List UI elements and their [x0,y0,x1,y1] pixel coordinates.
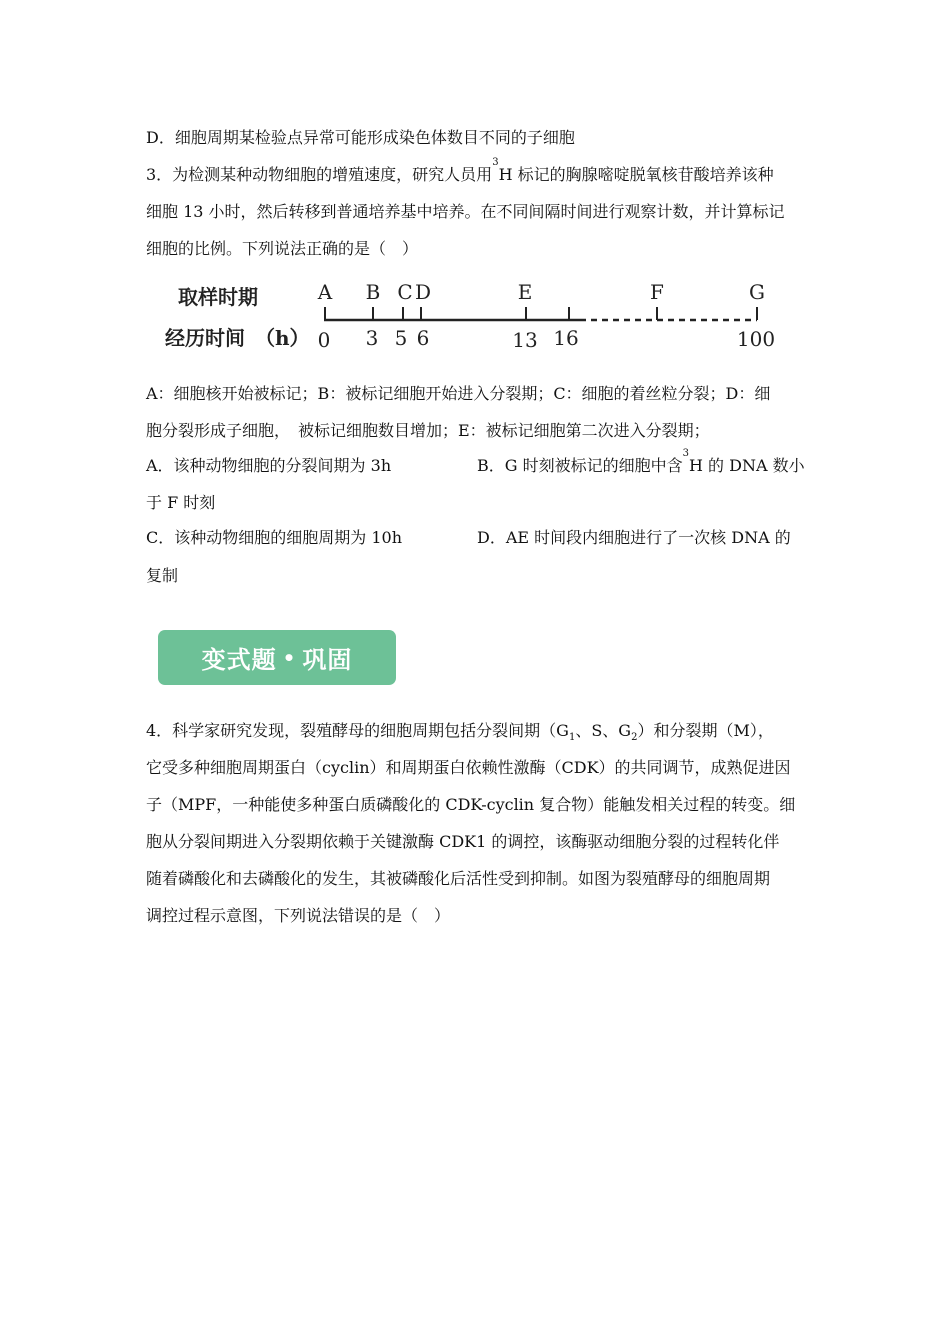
q4-stem-line1: 4．科学家研究发现，裂殖酵母的细胞周期包括分裂间期（$G_1$、S、$G_2$）和分裂期（M）， [146,721,774,744]
q3-legend-line2: 胞分裂形成子细胞， 被标记细胞数目增加；E：被标记细胞第二次进入分裂期； [146,421,710,440]
letter-D: D [414,280,432,304]
q4-stem-line4: 胞从分裂间期进入分裂期依赖于关键激酶 CDK1 的调控，该酶驱动细胞分裂的过程转化伴 [146,832,780,851]
q3-stem-line2: 细胞 13 小时，然后转移到普通培养基中培养。在不同间隔时间进行观察计数，并计算标记 [146,202,785,221]
q3-stem-line3: 细胞的比例。下列说法正确的是（ ） [146,239,419,258]
time-100: 100 [736,327,776,351]
q4-stem-line3: 子（MPF，一种能使多种蛋白质磷酸化的 CDK-cyclin 复合物）能触发相关过程的转变。细 [146,795,796,814]
letter-A: A [317,280,333,304]
q3-option-b-cont: 于 F 时刻 [146,493,216,512]
banner-left: 变式题 [201,645,277,674]
q2-option-d: D．细胞周期某检验点异常可能形成染色体数目不同的子细胞 [146,128,575,147]
banner-dot: • [282,645,297,670]
row1-label: 取样时期 [178,285,258,309]
time-13: 13 [512,328,538,352]
time-16: 16 [553,326,579,350]
q3-option-c: C．该种动物细胞的细胞周期为 10h [146,528,402,547]
letter-F: F [650,280,664,304]
letter-B: B [365,280,381,304]
letter-E: E [517,280,533,304]
banner-right: 巩固 [302,645,353,674]
q3-legend-line1: A：细胞核开始被标记；B：被标记细胞开始进入分裂期；C：细胞的着丝粒分裂；D：细 [146,384,771,403]
time-0: 0 [317,328,331,352]
variant-practice-banner [158,630,396,685]
q4-stem-line5: 随着磷酸化和去磷酸化的发生，其被磷酸化后活性受到抑制。如图为裂殖酵母的细胞周期 [146,869,771,888]
time-3: 3 [365,326,379,350]
q3-option-b: B．G 时刻被标记的细胞中含$^3$H 的 DNA 数小 [477,448,805,475]
q3-option-a: A．该种动物细胞的分裂间期为 3h [146,456,392,475]
letter-C: C [397,280,413,304]
time-6: 6 [416,326,430,350]
q4-stem-line2: 它受多种细胞周期蛋白（cyclin）和周期蛋白依赖性激酶（CDK）的共同调节，成熟促进因 [146,758,791,777]
time-5: 5 [394,326,408,350]
row2-label: 经历时间 （h） [165,326,310,350]
q4-stem-line6: 调控过程示意图，下列说法错误的是（ ） [146,906,451,925]
letter-G: G [749,280,765,304]
q3-option-d-cont: 复制 [146,566,179,585]
q3-option-d: D．AE 时间段内细胞进行了一次核 DNA 的 [477,528,791,547]
q3-stem-line1: 3．为检测某种动物细胞的增殖速度，研究人员用$^3$H 标记的胸腺嘧啶脱氧核苷酸培养该种 [146,157,774,184]
timeline-diagram [0,270,950,360]
